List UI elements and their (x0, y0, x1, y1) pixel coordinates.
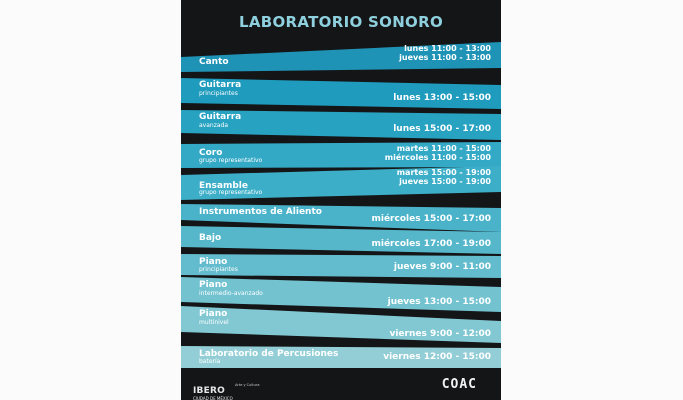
row-piano-multinivel (181, 308, 501, 340)
class-schedule (385, 145, 491, 162)
ibero-logo (193, 378, 233, 400)
schedule-line: lunes 13:00 - 15:00 (393, 93, 491, 103)
poster-title: LABORATORIO SONORO (239, 13, 443, 31)
class-name: Guitarra (199, 112, 242, 122)
schedule-line: jueves 15:00 - 19:00 (399, 176, 491, 186)
class-schedule (393, 94, 491, 103)
class-schedule (388, 298, 491, 307)
class-name: Coro (199, 148, 223, 158)
class-name: Bajo (199, 233, 222, 243)
class-name: Guitarra (199, 80, 242, 90)
ibero-logo-text: IBERO (193, 386, 225, 396)
class-level: grupo representativo (199, 189, 263, 196)
class-name: Instrumentos de Aliento (199, 207, 322, 217)
row-coro (181, 144, 501, 170)
row-canto (181, 42, 501, 72)
schedule-line: lunes 15:00 - 17:00 (393, 124, 491, 134)
class-name: Canto (199, 57, 229, 67)
class-level: principiantes (199, 90, 238, 97)
schedule-line: lunes 11:00 - 13:00 (404, 44, 491, 53)
schedule-poster (181, 0, 501, 400)
schedule-line: martes 11:00 - 15:00 (396, 144, 491, 153)
class-schedule (371, 240, 491, 249)
schedule-line: miércoles 15:00 - 17:00 (371, 214, 491, 224)
schedule-line: martes 15:00 - 19:00 (396, 168, 491, 177)
class-level: intermedio-avanzado (199, 290, 263, 297)
class-name: Piano (199, 280, 228, 290)
class-name: Piano (199, 257, 228, 267)
class-name: Piano (199, 309, 228, 319)
class-level: grupo representativo (199, 157, 263, 164)
schedule-line: viernes 12:00 - 15:00 (383, 352, 491, 362)
schedule-line: jueves 9:00 - 11:00 (393, 262, 491, 272)
class-schedule (397, 169, 491, 186)
schedule-line: viernes 9:00 - 12:00 (389, 329, 491, 339)
class-level: avanzada (199, 122, 229, 129)
class-level: multinivel (199, 319, 229, 326)
coac-logo: COAC (441, 377, 477, 392)
ibero-logo-subtext: CIUDAD DE MÉXICO (193, 396, 233, 400)
row-ensamble (181, 168, 501, 198)
schedule-line: miércoles 17:00 - 19:00 (371, 239, 491, 249)
row-piano-intermedio (181, 278, 501, 308)
class-level: principiantes (199, 266, 238, 273)
class-schedule (371, 215, 491, 224)
class-level: batería (199, 358, 221, 365)
row-guitarra-principiantes (181, 78, 501, 108)
schedule-line: jueves 11:00 - 13:00 (399, 52, 491, 62)
schedule-line: jueves 13:00 - 15:00 (387, 297, 491, 307)
row-bajo (181, 228, 501, 254)
row-guitarra-avanzada (181, 110, 501, 140)
schedule-line: miércoles 11:00 - 15:00 (384, 152, 491, 162)
class-schedule (389, 330, 491, 339)
class-schedule (393, 125, 491, 134)
class-schedule (394, 263, 491, 272)
row-percusiones (181, 348, 501, 368)
row-piano-principiantes (181, 255, 501, 279)
class-name: Ensamble (199, 181, 248, 191)
arte-cultura-label: Arte y Cultura (235, 383, 260, 387)
class-name: Laboratorio de Percusiones (199, 349, 339, 359)
class-schedule (383, 353, 491, 362)
class-schedule (399, 45, 491, 62)
